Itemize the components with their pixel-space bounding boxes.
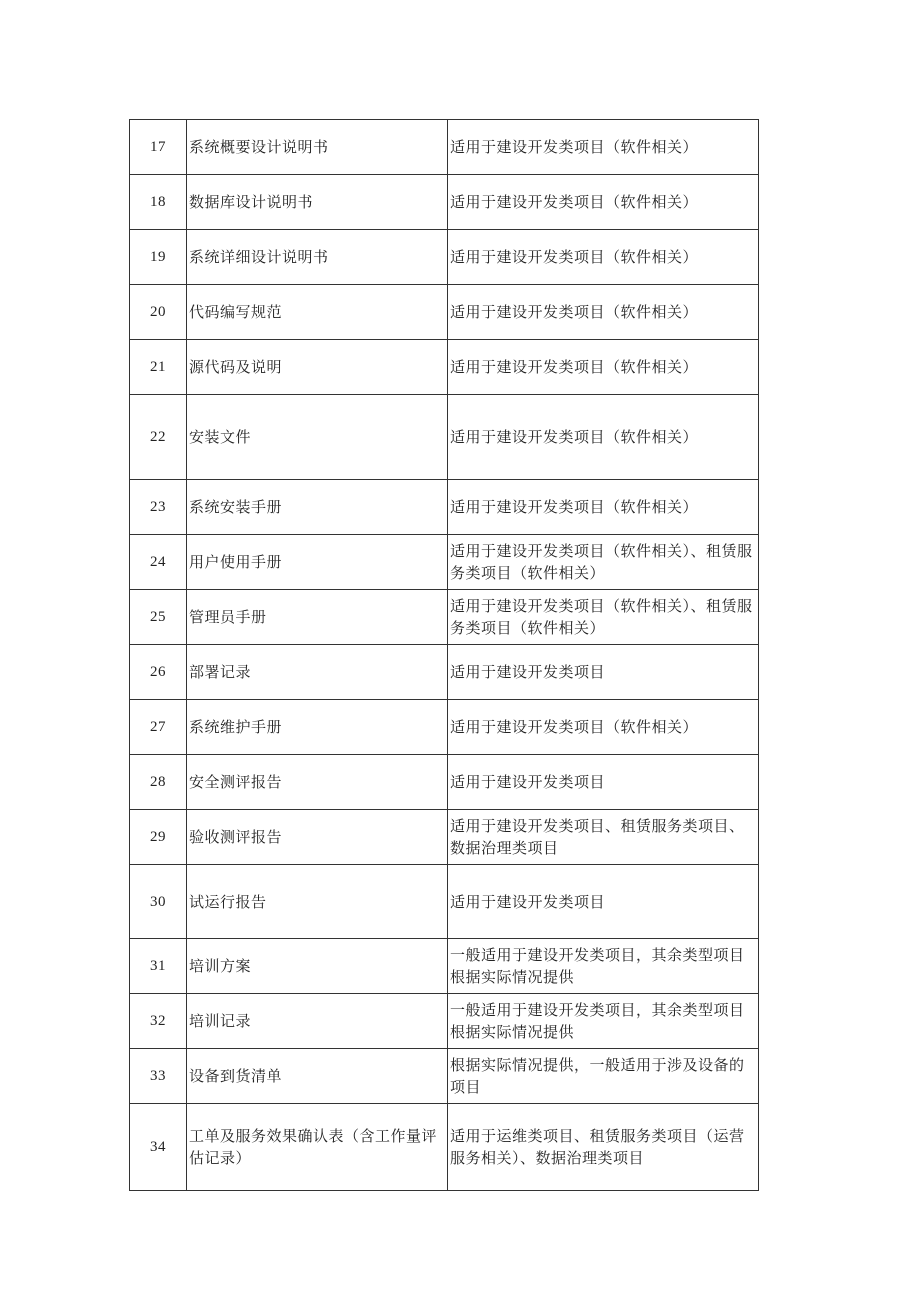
applicability-note: 适用于建设开发类项目（软件相关） <box>448 285 759 340</box>
document-name: 培训方案 <box>187 939 448 994</box>
document-name: 系统概要设计说明书 <box>187 120 448 175</box>
row-number: 20 <box>130 285 187 340</box>
applicability-note: 适用于建设开发类项目（软件相关） <box>448 120 759 175</box>
table-row <box>130 340 759 395</box>
applicability-note: 适用于建设开发类项目 <box>448 645 759 700</box>
applicability-note: 一般适用于建设开发类项目，其余类型项目根据实际情况提供 <box>448 939 759 994</box>
table-row <box>130 1049 759 1104</box>
applicability-note: 适用于建设开发类项目、租赁服务类项目、数据治理类项目 <box>448 810 759 865</box>
row-number: 17 <box>130 120 187 175</box>
table-row <box>130 285 759 340</box>
document-name: 管理员手册 <box>187 590 448 645</box>
applicability-note: 适用于建设开发类项目（软件相关） <box>448 700 759 755</box>
row-number: 33 <box>130 1049 187 1104</box>
applicability-note: 适用于建设开发类项目（软件相关） <box>448 230 759 285</box>
table-row <box>130 1104 759 1191</box>
table-row <box>130 120 759 175</box>
applicability-note: 适用于建设开发类项目 <box>448 865 759 939</box>
row-number: 30 <box>130 865 187 939</box>
row-number: 31 <box>130 939 187 994</box>
table-row <box>130 939 759 994</box>
row-number: 28 <box>130 755 187 810</box>
document-name: 代码编写规范 <box>187 285 448 340</box>
document-name: 源代码及说明 <box>187 340 448 395</box>
row-number: 21 <box>130 340 187 395</box>
applicability-note: 适用于建设开发类项目（软件相关） <box>448 340 759 395</box>
table-row <box>130 994 759 1049</box>
applicability-note: 适用于建设开发类项目 <box>448 755 759 810</box>
table-row <box>130 755 759 810</box>
document-name: 培训记录 <box>187 994 448 1049</box>
table-row <box>130 700 759 755</box>
table-body <box>130 120 759 1191</box>
document-name: 系统安装手册 <box>187 480 448 535</box>
table-row <box>130 645 759 700</box>
row-number: 22 <box>130 395 187 480</box>
row-number: 26 <box>130 645 187 700</box>
applicability-note: 适用于运维类项目、租赁服务类项目（运营服务相关）、数据治理类项目 <box>448 1104 759 1191</box>
row-number: 27 <box>130 700 187 755</box>
applicability-note: 适用于建设开发类项目（软件相关） <box>448 480 759 535</box>
table-row <box>130 865 759 939</box>
table-row <box>130 590 759 645</box>
document-name: 设备到货清单 <box>187 1049 448 1104</box>
row-number: 29 <box>130 810 187 865</box>
applicability-note: 适用于建设开发类项目（软件相关）、租赁服务类项目（软件相关） <box>448 590 759 645</box>
applicability-note: 适用于建设开发类项目（软件相关）、租赁服务类项目（软件相关） <box>448 535 759 590</box>
table-row <box>130 810 759 865</box>
applicability-note: 适用于建设开发类项目（软件相关） <box>448 175 759 230</box>
row-number: 18 <box>130 175 187 230</box>
table-row <box>130 395 759 480</box>
applicability-note: 适用于建设开发类项目（软件相关） <box>448 395 759 480</box>
row-number: 24 <box>130 535 187 590</box>
row-number: 19 <box>130 230 187 285</box>
document-name: 数据库设计说明书 <box>187 175 448 230</box>
table-row <box>130 175 759 230</box>
row-number: 23 <box>130 480 187 535</box>
row-number: 32 <box>130 994 187 1049</box>
document-name: 工单及服务效果确认表（含工作量评估记录） <box>187 1104 448 1191</box>
document-list-table <box>129 119 759 1191</box>
document-name: 安装文件 <box>187 395 448 480</box>
document-name: 部署记录 <box>187 645 448 700</box>
document-name: 试运行报告 <box>187 865 448 939</box>
table-row <box>130 535 759 590</box>
document-name: 系统详细设计说明书 <box>187 230 448 285</box>
applicability-note: 一般适用于建设开发类项目，其余类型项目根据实际情况提供 <box>448 994 759 1049</box>
document-name: 用户使用手册 <box>187 535 448 590</box>
table-row <box>130 480 759 535</box>
document-name: 安全测评报告 <box>187 755 448 810</box>
row-number: 25 <box>130 590 187 645</box>
table-row <box>130 230 759 285</box>
document-name: 系统维护手册 <box>187 700 448 755</box>
document-name: 验收测评报告 <box>187 810 448 865</box>
row-number: 34 <box>130 1104 187 1191</box>
applicability-note: 根据实际情况提供，一般适用于涉及设备的项目 <box>448 1049 759 1104</box>
